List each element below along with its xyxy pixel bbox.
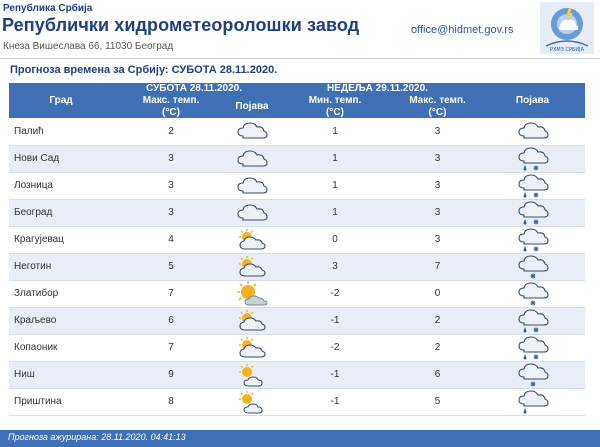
city-name: Палић (9, 118, 113, 145)
republic-label: Република Србија (3, 3, 93, 14)
cloud-snow-icon (516, 369, 550, 380)
day1-max-temp: 5 (113, 253, 229, 280)
city-name: Нови Сад (9, 145, 113, 172)
forecast-title: Прогноза времена за Србију: СУБОТА 28.11.2020. (10, 64, 278, 76)
day2-max-temp: 5 (395, 388, 480, 415)
day2-max-temp: 3 (395, 199, 480, 226)
day2-min-temp: 0 (275, 226, 395, 253)
cloud-rain-icon (516, 396, 550, 407)
city-name: Неготин (9, 253, 113, 280)
day1-max-temp: 3 (113, 172, 229, 199)
day2-weather-cell (480, 199, 585, 226)
table-row (9, 334, 585, 361)
day2-weather-cell (480, 334, 585, 361)
day2-max-temp: 2 (395, 334, 480, 361)
day2-weather-cell (480, 118, 585, 145)
day2-max-temp: 0 (395, 280, 480, 307)
city-name: Ниш (9, 361, 113, 388)
day1-weather-cell (229, 361, 275, 388)
day2-max-temp: 3 (395, 226, 480, 253)
day2-weather-header: Појава (480, 83, 585, 118)
cloud-icon (235, 126, 269, 137)
partly-sunny-icon (235, 396, 269, 407)
day2-weather-cell (480, 307, 585, 334)
table-row (9, 361, 585, 388)
day2-max-temp: 3 (395, 172, 480, 199)
city-name: Приштина (9, 388, 113, 415)
day1-weather-cell (229, 226, 275, 253)
day1-header: СУБОТА 28.11.2020. (113, 83, 275, 95)
cloud-rain-snow-icon (516, 315, 550, 326)
city-name: Лозница (9, 172, 113, 199)
header-divider (0, 58, 600, 59)
day2-min-temp: -2 (275, 280, 395, 307)
day2-min-temp: 1 (275, 145, 395, 172)
day2-max-temp: 6 (395, 361, 480, 388)
day2-max-temp: 7 (395, 253, 480, 280)
day2-min-temp: -2 (275, 334, 395, 361)
day2-weather-cell (480, 145, 585, 172)
table-row (9, 118, 585, 145)
day2-min-unit: (°C) (275, 107, 395, 118)
city-name: Златибор (9, 280, 113, 307)
email-link[interactable]: office@hidmet.gov.rs (411, 24, 514, 36)
city-column-header: Град (9, 83, 113, 118)
day1-weather-header: Појава (229, 95, 275, 118)
page-header (0, 0, 600, 58)
day1-max-unit: (°C) (113, 107, 229, 118)
day2-weather-cell (480, 226, 585, 253)
day2-max-temp-header: Макс. темп. (395, 95, 480, 107)
day1-max-temp: 7 (113, 334, 229, 361)
partly-cloudy-cloud-icon (235, 234, 269, 245)
day1-max-temp: 9 (113, 361, 229, 388)
day2-min-temp: -1 (275, 361, 395, 388)
table-row (9, 307, 585, 334)
day2-weather-cell (480, 388, 585, 415)
day1-weather-cell (229, 145, 275, 172)
day1-max-temp: 3 (113, 145, 229, 172)
city-name: Краљево (9, 307, 113, 334)
day1-max-temp: 4 (113, 226, 229, 253)
table-row (9, 172, 585, 199)
city-name: Београд (9, 199, 113, 226)
cloud-icon (235, 180, 269, 191)
rhmz-logo-icon[interactable] (540, 2, 594, 54)
table-row (9, 199, 585, 226)
partly-cloudy-cloud-icon (235, 342, 269, 353)
day1-weather-cell (229, 118, 275, 145)
cloud-icon (235, 153, 269, 164)
cloud-snow-icon (516, 288, 550, 299)
day1-max-temp: 6 (113, 307, 229, 334)
table-row (9, 280, 585, 307)
day1-weather-cell (229, 388, 275, 415)
day1-weather-cell (229, 307, 275, 334)
day2-max-temp: 2 (395, 307, 480, 334)
cloud-rain-snow-icon (516, 207, 550, 218)
day1-weather-cell (229, 280, 275, 307)
day1-max-temp: 3 (113, 199, 229, 226)
cloud-icon (516, 126, 550, 137)
day1-weather-cell (229, 253, 275, 280)
day2-weather-cell (480, 280, 585, 307)
day2-min-temp: 1 (275, 199, 395, 226)
day1-max-temp: 2 (113, 118, 229, 145)
day2-min-temp: 1 (275, 172, 395, 199)
day1-weather-cell (229, 334, 275, 361)
svg-text:РХМЗ СРБИЈА: РХМЗ СРБИЈА (549, 47, 585, 53)
cloud-rain-snow-icon (516, 153, 550, 164)
day1-max-temp: 8 (113, 388, 229, 415)
update-footer (0, 430, 600, 447)
partly-sunny-icon (235, 369, 269, 380)
day2-weather-cell (480, 253, 585, 280)
table-row (9, 226, 585, 253)
day2-min-temp: 1 (275, 118, 395, 145)
day2-min-temp: -1 (275, 388, 395, 415)
day1-max-temp: 7 (113, 280, 229, 307)
partly-cloudy-cloud-icon (235, 315, 269, 326)
day2-min-temp: -1 (275, 307, 395, 334)
organization-title: Републички хидрометеоролошки завод (2, 15, 360, 35)
city-name: Крагујевац (9, 226, 113, 253)
table-row (9, 253, 585, 280)
day1-max-temp-header: Макс. темп. (113, 95, 229, 107)
cloud-rain-snow-icon (516, 180, 550, 191)
address-text: Кнеза Вишеслава 66, 11030 Београд (3, 41, 174, 52)
table-row (9, 388, 585, 415)
sun-behind-cloud-icon (235, 288, 269, 299)
city-name: Копаоник (9, 334, 113, 361)
day2-max-temp: 3 (395, 118, 480, 145)
day2-weather-cell (480, 361, 585, 388)
day1-weather-cell (229, 199, 275, 226)
cloud-rain-snow-icon (516, 234, 550, 245)
day2-min-temp-header: Мин. темп. (275, 95, 395, 107)
day2-weather-cell (480, 172, 585, 199)
day2-max-unit: (°C) (395, 107, 480, 118)
day1-weather-cell (229, 172, 275, 199)
day2-min-temp: 3 (275, 253, 395, 280)
cloud-icon (235, 207, 269, 218)
forecast-table (9, 83, 585, 416)
day2-header: НЕДЕЉА 29.11.2020. (275, 83, 480, 95)
update-timestamp: Прогноза ажурирана: 28.11.2020. 04:41:13 (8, 432, 186, 442)
table-row (9, 145, 585, 172)
day2-max-temp: 3 (395, 145, 480, 172)
cloud-rain-snow-icon (516, 342, 550, 353)
cloud-snow-icon (516, 261, 550, 272)
partly-cloudy-cloud-icon (235, 261, 269, 272)
